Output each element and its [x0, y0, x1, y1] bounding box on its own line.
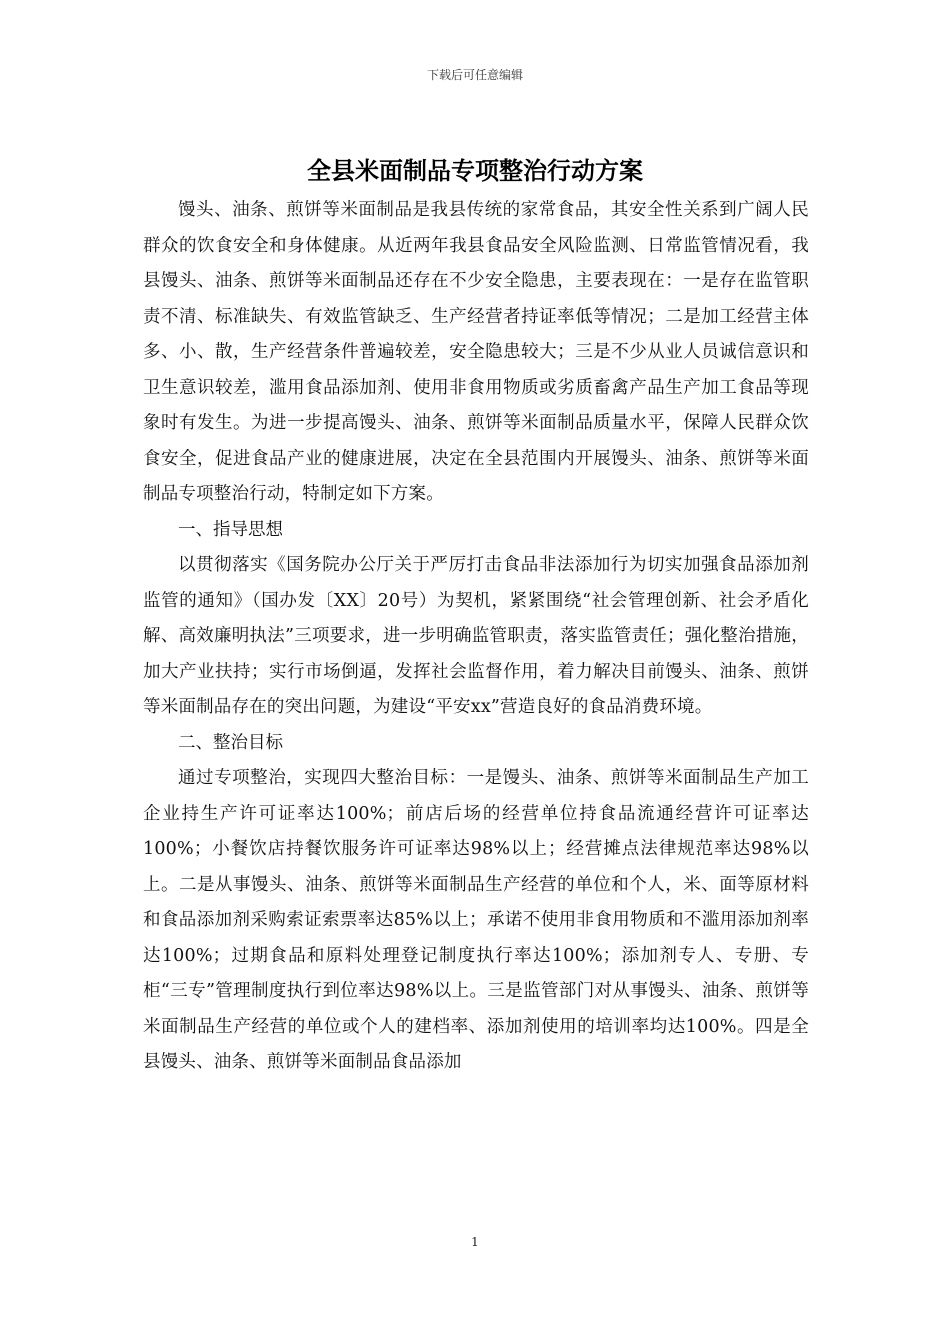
document-body: [143, 193, 809, 1081]
section-heading-rectification-goals: 二、整治目标: [178, 732, 283, 753]
page-header-note: 下载后可任意编辑: [426, 68, 523, 82]
rectification-goals-paragraph: 通过专项整治，实现四大整治目标：一是馒头、油条、煎饼等米面制品生产加工企业持生产许可证率达100%；前店后场的经营单位持食品流通经营许可证率达100%；小餐饮店持餐饮服务许可证率达98%以上；经营摊点法律规范率达98%以上。二是从事馒头、油条、煎饼等米面制品生产经营的单位和个人，米、面等原材料和食品添加剂采购索证索票率达85%以上；承诺不使用非食用物质和不滥用添加剂率达100%；过期食品和原料处理登记制度执行率达100%；添加剂专人、专册、专柜“三专”管理制度执行到位率达98%以上。三是监管部门对从事馒头、油条、煎饼等米面制品生产经营的单位或个人的建档率、添加剂使用的培训率均达100%。四是全县馒头、油条、煎饼等米面制品食品添加: [143, 768, 809, 1072]
page-number: 1: [471, 1235, 479, 1249]
section-heading-guiding-ideology: 一、指导思想: [178, 519, 283, 540]
guiding-ideology-paragraph: 以贯彻落实《国务院办公厅关于严厉打击食品非法添加行为切实加强食品添加剂监管的通知》（国办发〔XX〕20号）为契机，紧紧围绕“社会管理创新、社会矛盾化解、高效廉明执法”三项要求，进一步明确监管职责，落实监管责任；强化整治措施，加大产业扶持；实行市场倒逼，发挥社会监督作用，着力解决目前馒头、油条、煎饼等米面制品存在的突出问题，为建设“平安xx”营造良好的食品消费环境。: [143, 555, 809, 717]
intro-paragraph: 馒头、油条、煎饼等米面制品是我县传统的家常食品，其安全性关系到广阔人民群众的饮食安全和身体健康。从近两年我县食品安全风险监测、日常监管情况看，我县馒头、油条、煎饼等米面制品还存在不少安全隐患，主要表现在：一是存在监管职责不清、标准缺失、有效监管缺乏、生产经营者持证率低等情况；二是加工经营主体多、小、散，生产经营条件普遍较差，安全隐患较大；三是不少从业人员诚信意识和卫生意识较差，滥用食品添加剂、使用非食用物质或劣质畜禽产品生产加工食品等现象时有发生。为进一步提高馒头、油条、煎饼等米面制品质量水平，保障人民群众饮食安全，促进食品产业的健康进展，决定在全县范围内开展馒头、油条、煎饼等米面制品专项整治行动，特制定如下方案。: [143, 200, 809, 504]
document-title: 全县米面制品专项整治行动方案: [307, 157, 643, 185]
